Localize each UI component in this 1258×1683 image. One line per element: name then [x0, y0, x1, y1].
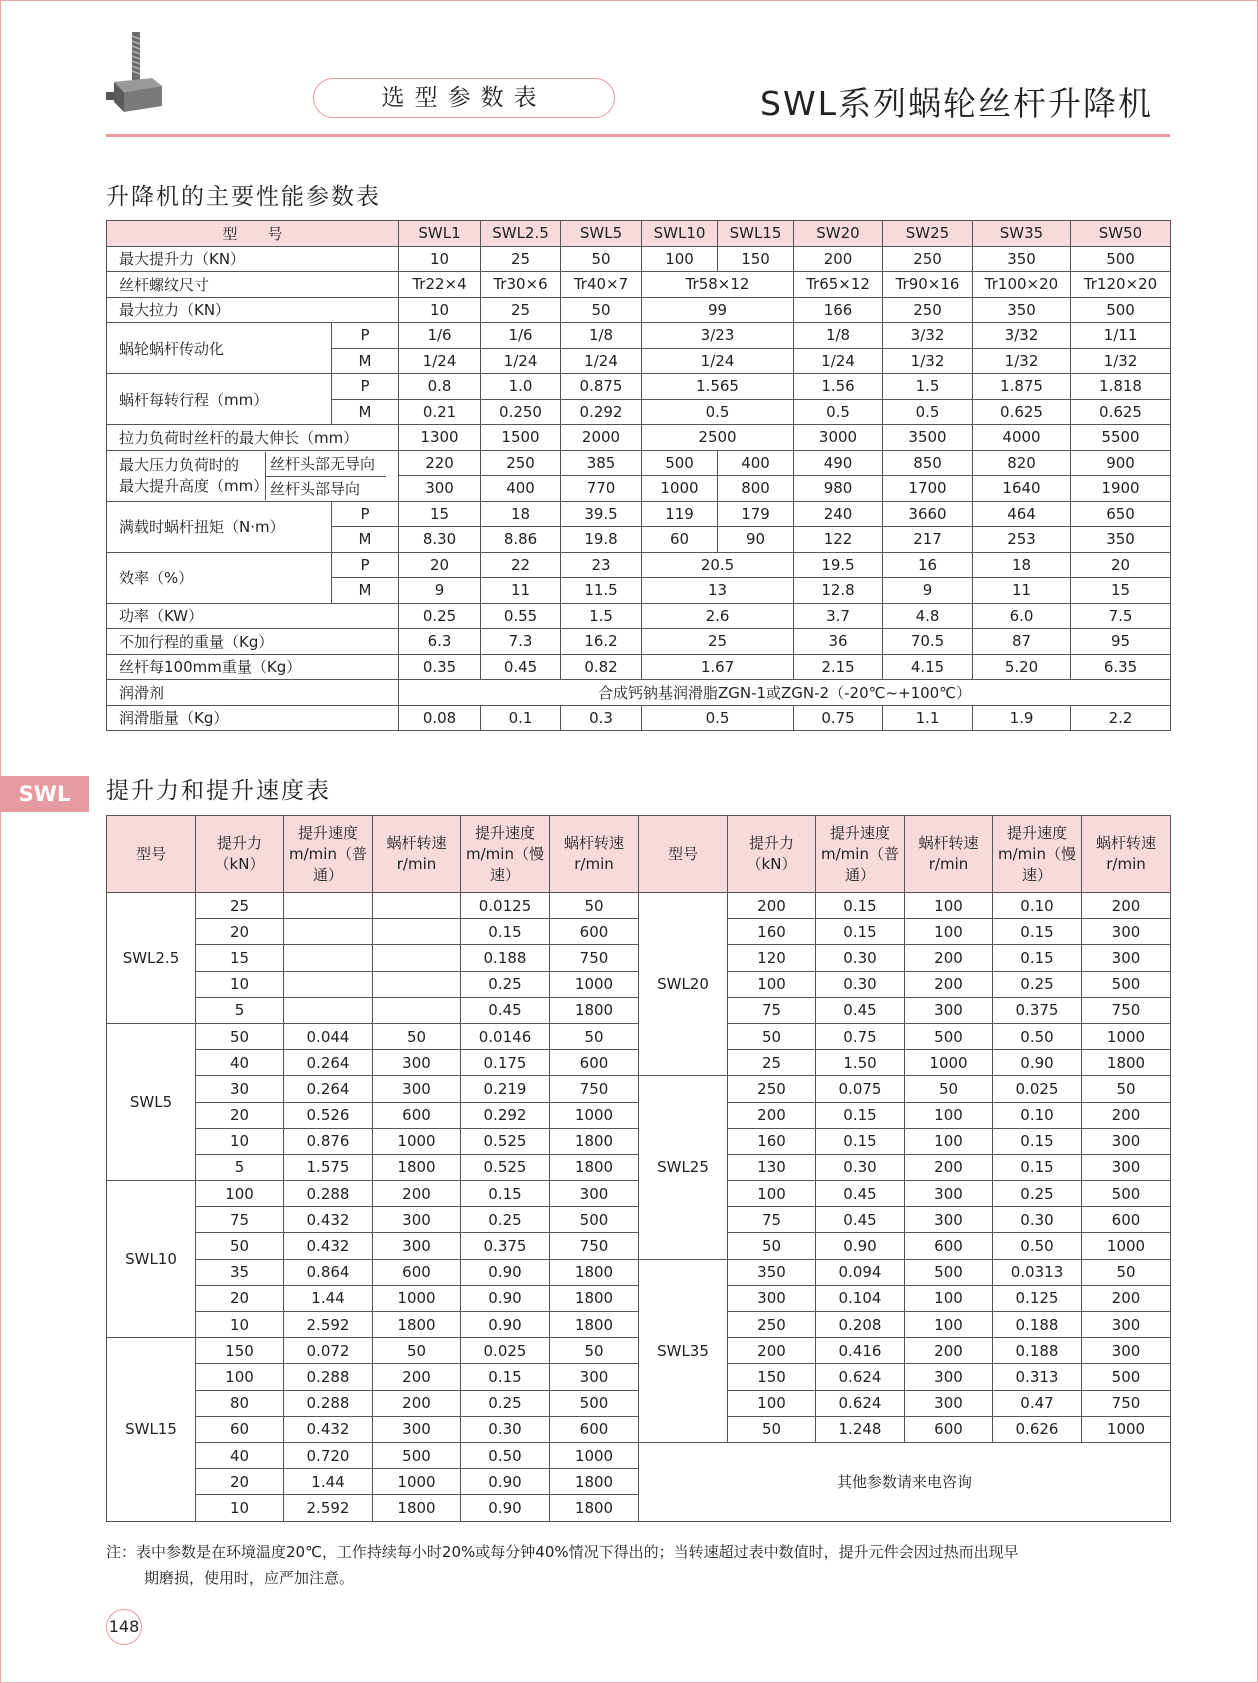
table-row: 蜗杆每转行程（mm） P 0.8 1.0 0.875 1.565 1.56 1.5 1.875 1.818: [107, 374, 1171, 400]
section1-title: 升降机的主要性能参数表: [106, 184, 381, 210]
table-row: 5 0.45 1800 75 0.45 300 0.375 750: [107, 997, 1171, 1023]
table-row: 型 号 SWL1 SWL2.5 SWL5 SWL10 SWL15 SW20 SW25 SW35 SW50: [107, 221, 1171, 247]
table-row: 35 0.864 600 0.90 1800 SWL35 350 0.094 500 0.0313 50: [107, 1259, 1171, 1285]
table-row: SWL2.5 25 0.0125 50 SWL20 200 0.15 100 0.10 200: [107, 893, 1171, 919]
section2-title: 提升力和提升速度表: [106, 778, 331, 804]
table-row: 10 2.592 1800 0.90 1800: [107, 1495, 1171, 1521]
screw-jack-product-icon: [106, 30, 168, 116]
table-row: 75 0.432 300 0.25 500 75 0.45 300 0.30 600: [107, 1207, 1171, 1233]
table-row: 80 0.288 200 0.25 500 100 0.624 300 0.47 750: [107, 1390, 1171, 1416]
page-title: SWL系列蜗轮丝杆升降机: [760, 84, 1153, 123]
selection-table-badge: 选型参数表: [313, 78, 615, 118]
table-row: 20 1.44 1000 0.90 1800: [107, 1469, 1171, 1495]
table-row: SWL10 100 0.288 200 0.15 300 100 0.45 300 0.25 500: [107, 1181, 1171, 1207]
table-row: 20 1.44 1000 0.90 1800 300 0.104 100 0.125 200: [107, 1285, 1171, 1311]
footnote: 注：表中参数是在环境温度20℃，工作持续每小时20%或每分钟40%情况下得出的；当转速超过表中数值时，提升元件会因过热而出现早 期磨损，使用时，应严加注意。: [106, 1543, 1019, 1587]
header-divider: [106, 134, 1170, 137]
page-number: 148: [106, 1609, 142, 1645]
table-row: 丝杆螺纹尺寸 Tr22×4 Tr30×6 Tr40×7 Tr58×12 Tr65×12 Tr90×16 Tr100×20 Tr120×20: [107, 272, 1171, 298]
table-row: 20 0.526 600 0.292 1000 200 0.15 100 0.10 200: [107, 1102, 1171, 1128]
table-row: 50 0.432 300 0.375 750 50 0.90 600 0.50 1000: [107, 1233, 1171, 1259]
table-row: 300 400 770 1000 800 980 1700 1640 1900: [107, 476, 1171, 502]
table-row: 10 0.25 1000 100 0.30 200 0.25 500: [107, 971, 1171, 997]
table-row: 蜗轮蜗杆传动化 P 1/6 1/6 1/8 3/23 1/8 3/32 3/32 1/11: [107, 323, 1171, 349]
table-row: 20 0.15 600 160 0.15 100 0.15 300: [107, 919, 1171, 945]
table-row: 10 0.876 1000 0.525 1800 160 0.15 100 0.15 300: [107, 1128, 1171, 1154]
table-row: 60 0.432 300 0.30 600 50 1.248 600 0.626 1000: [107, 1416, 1171, 1442]
table-row: M 9 11 11.5 13 12.8 9 11 15: [107, 578, 1171, 604]
table-row: 润滑脂量（Kg） 0.08 0.1 0.3 0.5 0.75 1.1 1.9 2.2: [107, 705, 1171, 731]
table-row: SWL15 150 0.072 50 0.025 50 200 0.416 200 0.188 300: [107, 1338, 1171, 1364]
table-row: 5 1.575 1800 0.525 1800 130 0.30 200 0.15 300: [107, 1154, 1171, 1180]
table-row: 15 0.188 750 120 0.30 200 0.15 300: [107, 945, 1171, 971]
table-row: 10 2.592 1800 0.90 1800 250 0.208 100 0.188 300: [107, 1312, 1171, 1338]
lift-speed-table: [106, 815, 1171, 1522]
table-row: 不加行程的重量（Kg） 6.3 7.3 16.2 25 36 70.5 87 95: [107, 629, 1171, 655]
table-header-row: 型号 提升力（kN） 提升速度 m/min（普通） 蜗杆转速 r/min 提升速度 m/min（慢速） 蜗杆转速 r/min 型号 提升力（kN） 提升速度 m/min（普通） 蜗杆转速 r/min 提升速度 m/min（慢速） 蜗杆转速 r/min: [107, 816, 1171, 893]
table-row: M 1/24 1/24 1/24 1/24 1/24 1/32 1/32 1/32: [107, 348, 1171, 374]
table-row: 30 0.264 300 0.219 750 SWL25 250 0.075 50 0.025 50: [107, 1076, 1171, 1102]
table-row: 最大拉力（KN） 10 25 50 99 166 250 350 500: [107, 297, 1171, 323]
other-params-note: 其他参数请来电咨询: [639, 1442, 1171, 1521]
table-row: 100 0.288 200 0.15 300 150 0.624 300 0.313 500: [107, 1364, 1171, 1390]
table-row: 功率（KW） 0.25 0.55 1.5 2.6 3.7 4.8 6.0 7.5: [107, 603, 1171, 629]
table-row: 效率（%） P 20 22 23 20.5 19.5 16 18 20: [107, 552, 1171, 578]
table-row: 满载时蜗杆扭矩（N·m） P 15 18 39.5 119 179 240 3660 464 650: [107, 501, 1171, 527]
table-row: M 0.21 0.250 0.292 0.5 0.5 0.5 0.625 0.625: [107, 399, 1171, 425]
side-tab-swl: SWL: [0, 776, 89, 812]
performance-table: [106, 220, 1171, 731]
table-row: 拉力负荷时丝杆的最大伸长（mm） 1300 1500 2000 2500 3000 3500 4000 5500: [107, 425, 1171, 451]
table-row: 最大压力负荷时的 最大提升高度（mm） 丝杆头部无导向 丝杆头部导向 220 250 385 500 400 490 850 820 900: [107, 450, 1171, 476]
table-row: SWL5 50 0.044 50 0.0146 50 50 0.75 500 0.50 1000: [107, 1023, 1171, 1049]
table-row: M 8.30 8.86 19.8 60 90 122 217 253 350: [107, 527, 1171, 553]
table-row: 润滑剂 合成钙钠基润滑脂ZGN-1或ZGN-2（-20℃~+100℃）: [107, 680, 1171, 706]
table-row: 丝杆每100mm重量（Kg） 0.35 0.45 0.82 1.67 2.15 4.15 5.20 6.35: [107, 654, 1171, 680]
table-row: 40 0.264 300 0.175 600 25 1.50 1000 0.90 1800: [107, 1050, 1171, 1076]
table-row: 最大提升力（KN） 10 25 50 100 150 200 250 350 500: [107, 246, 1171, 272]
table-row: 40 0.720 500 0.50 1000 其他参数请来电咨询: [107, 1442, 1171, 1468]
